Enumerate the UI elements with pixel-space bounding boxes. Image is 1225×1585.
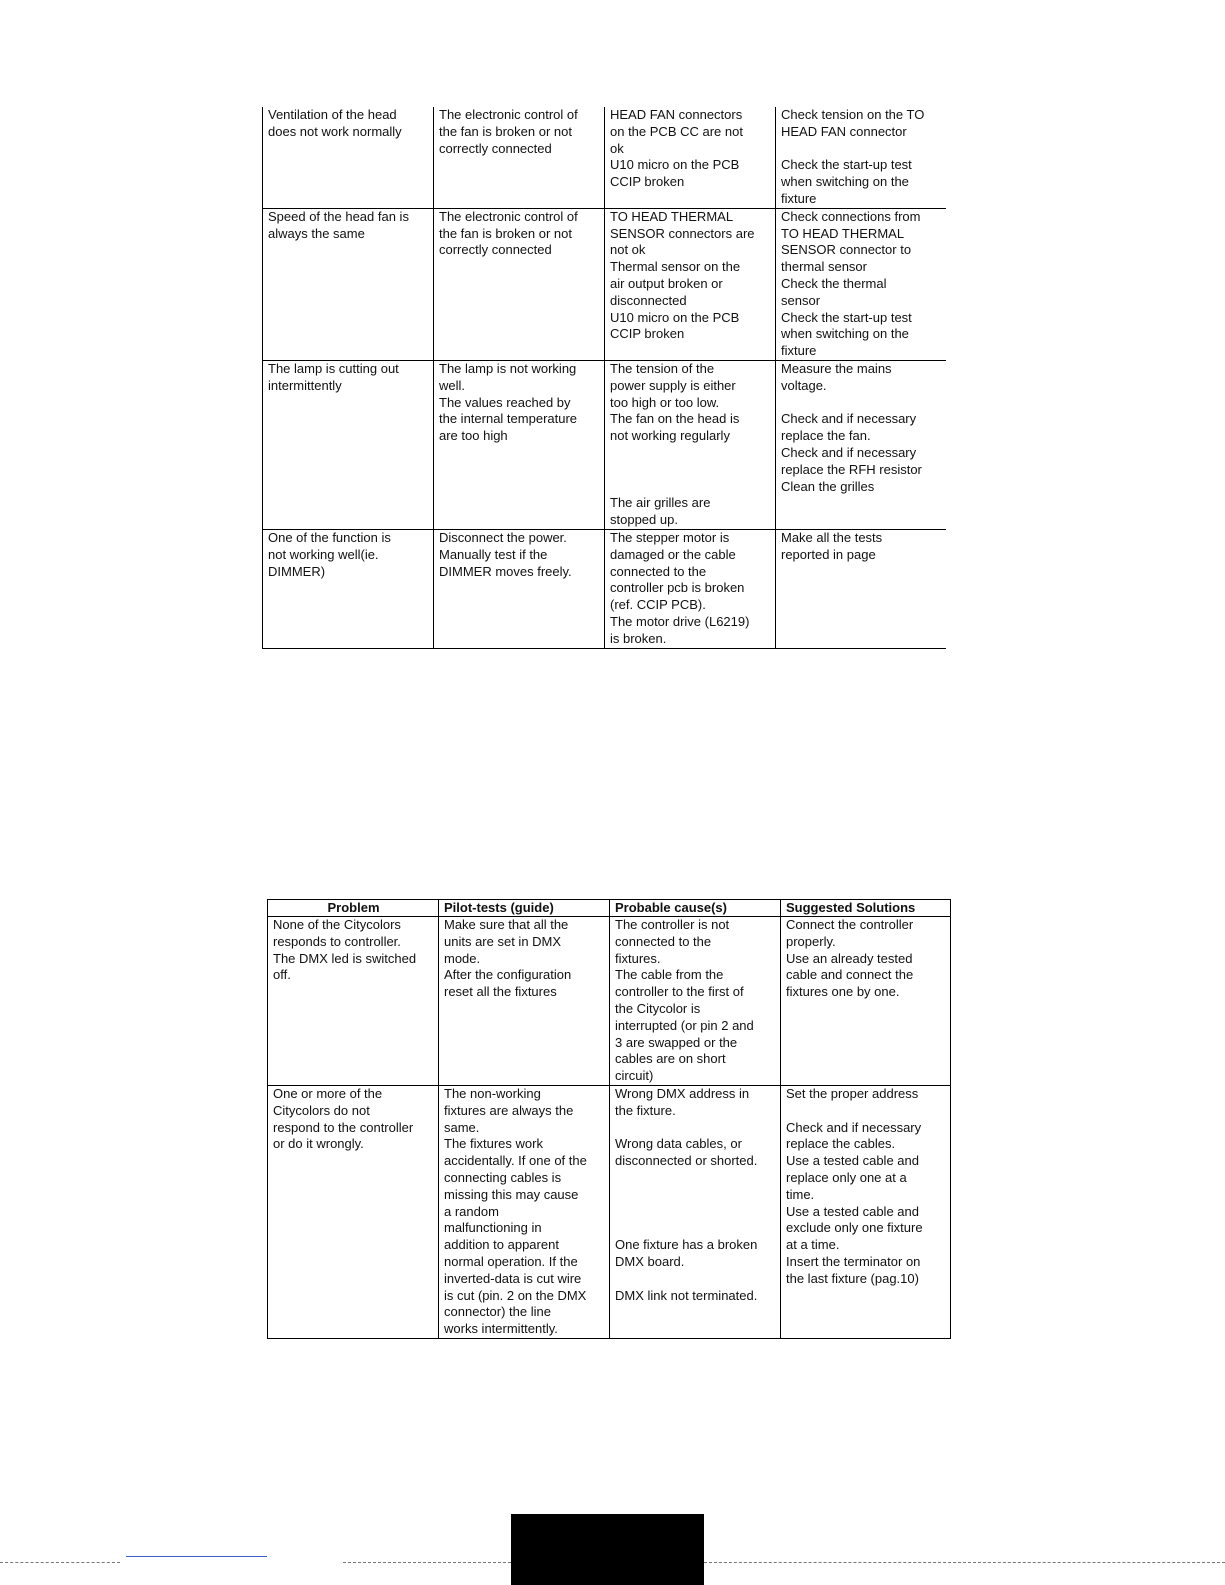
table-row <box>268 917 951 1086</box>
problem-cell: None of the Citycolors responds to controller. The DMX led is switched off. <box>268 917 439 1086</box>
solution-cell: Connect the controller properly. Use an already tested cable and connect the fixtures one by one. <box>781 917 951 1086</box>
header-probable-causes: Probable cause(s) <box>610 900 781 917</box>
problem-cell: One of the function is not working well(ie. DIMMER) <box>263 529 434 648</box>
pilot-test-cell: The lamp is not working well. The values reached by the internal temperature are too high <box>434 360 605 529</box>
solution-cell: Make all the tests reported in page <box>776 529 946 648</box>
footer-divider <box>704 1562 1225 1563</box>
pilot-test-cell: The electronic control of the fan is broken or not correctly connected <box>434 107 605 208</box>
solution-cell: Check tension on the TO HEAD FAN connector Check the start-up test when switching on the fixture <box>776 107 946 208</box>
footer-link-underline <box>126 1556 267 1557</box>
table-row <box>263 107 946 208</box>
cause-cell: HEAD FAN connectors on the PCB CC are not ok U10 micro on the PCB CCIP broken <box>605 107 776 208</box>
table-header-row <box>268 900 951 917</box>
footer-divider <box>0 1562 120 1563</box>
solution-cell: Measure the mains voltage. Check and if necessary replace the fan. Check and if necessary replace the RFH resistor Clean the grilles <box>776 360 946 529</box>
problem-cell: The lamp is cutting out intermittently <box>263 360 434 529</box>
solution-cell: Set the proper address Check and if necessary replace the cables. Use a tested cable and replace only one at a time. Use a tested cable and exclude only one fixture at a time. Insert the terminator on the last fixture (pag.10) <box>781 1085 951 1338</box>
header-pilot-tests: Pilot-tests (guide) <box>439 900 610 917</box>
table-row <box>263 529 946 648</box>
cause-cell: The tension of the power supply is either too high or too low. The fan on the head is not working regularly The air grilles are stopped up. <box>605 360 776 529</box>
pilot-test-cell: The non-working fixtures are always the same. The fixtures work accidentally. If one of the connecting cables is missing this may cause a random malfunctioning in addition to apparent normal operation. If the inverted-data is cut wire is cut (pin. 2 on the DMX connector) the line works intermittently. <box>439 1085 610 1338</box>
header-suggested-solutions: Suggested Solutions <box>781 900 951 917</box>
dmx-troubleshooting-table <box>267 899 951 1339</box>
cause-cell: Wrong DMX address in the fixture. Wrong data cables, or disconnected or shorted. One fixture has a broken DMX board. DMX link not terminated. <box>610 1085 781 1338</box>
cause-cell: The stepper motor is damaged or the cable connected to the controller pcb is broken (ref. CCIP PCB). The motor drive (L6219) is broken. <box>605 529 776 648</box>
footer-divider <box>343 1562 511 1563</box>
problem-cell: Ventilation of the head does not work normally <box>263 107 434 208</box>
problem-cell: Speed of the head fan is always the same <box>263 208 434 360</box>
cause-cell: TO HEAD THERMAL SENSOR connectors are not ok Thermal sensor on the air output broken or disconnected U10 micro on the PCB CCIP broken <box>605 208 776 360</box>
header-problem: Problem <box>268 900 439 917</box>
pilot-test-cell: The electronic control of the fan is broken or not correctly connected <box>434 208 605 360</box>
problem-cell: One or more of the Citycolors do not respond to the controller or do it wrongly. <box>268 1085 439 1338</box>
table-row <box>268 1085 951 1338</box>
footer-black-bar <box>511 1514 704 1585</box>
pilot-test-cell: Make sure that all the units are set in DMX mode. After the configuration reset all the fixtures <box>439 917 610 1086</box>
cause-cell: The controller is not connected to the fixtures. The cable from the controller to the first of the Citycolor is interrupted (or pin 2 and 3 are swapped or the cables are on short circuit) <box>610 917 781 1086</box>
table-row <box>263 360 946 529</box>
troubleshooting-table-continued <box>262 107 946 649</box>
pilot-test-cell: Disconnect the power. Manually test if the DIMMER moves freely. <box>434 529 605 648</box>
solution-cell: Check connections from TO HEAD THERMAL SENSOR connector to thermal sensor Check the thermal sensor Check the start-up test when switching on the fixture <box>776 208 946 360</box>
table-row <box>263 208 946 360</box>
